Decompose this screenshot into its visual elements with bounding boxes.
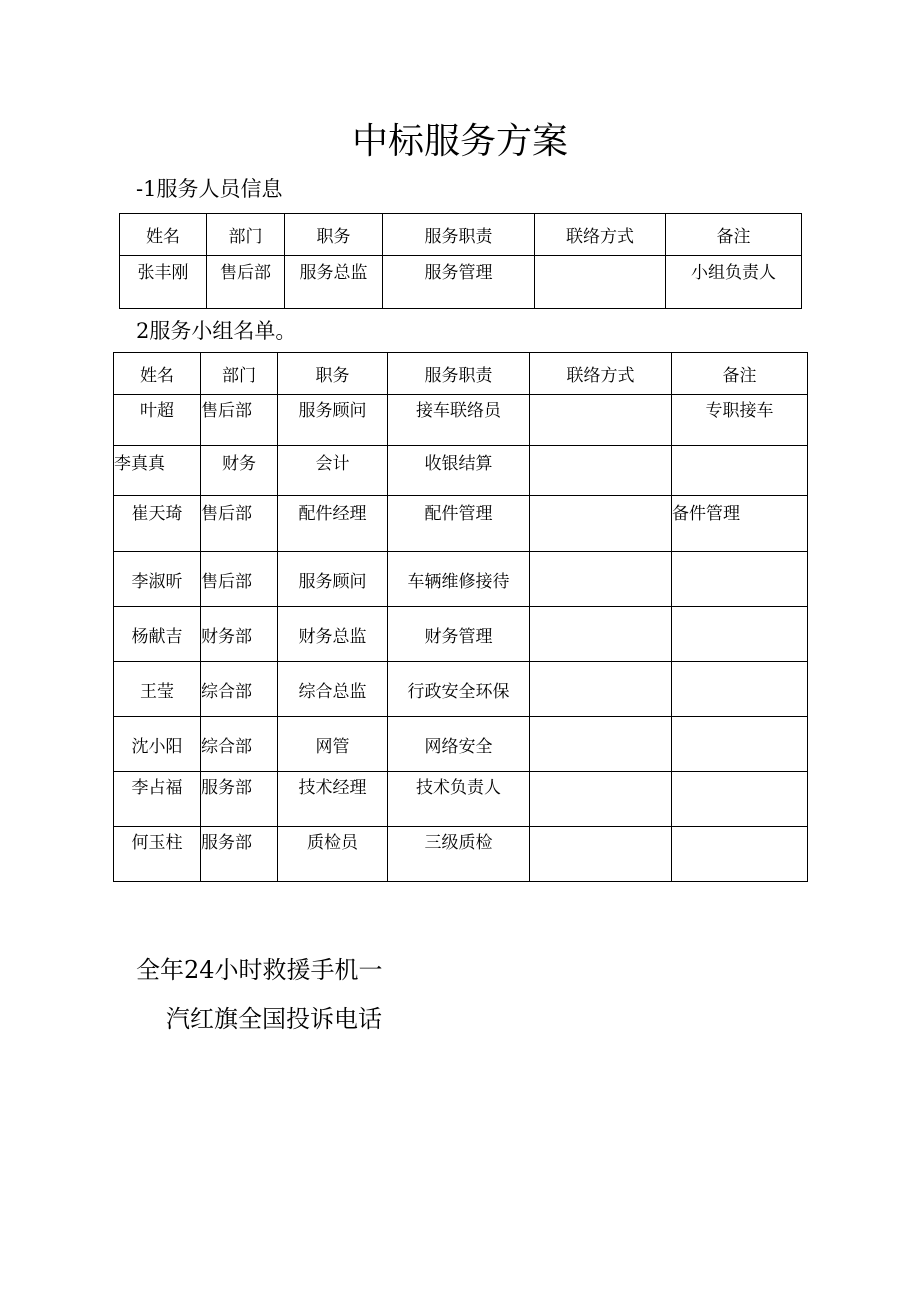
rescue-hotline-text: 全年24小时救援手机一 [136,956,383,984]
cell-position: 质检员 [278,827,388,882]
table-header-row [114,353,808,395]
cell-position: 会计 [278,446,388,496]
column-header-duty: 服务职责 [383,214,535,256]
cell-position: 服务顾问 [278,395,388,446]
cell-remarks [672,607,808,662]
document-title: 中标服务方案 [351,121,568,162]
cell-contact [530,772,672,827]
cell-duty: 收银结算 [388,446,530,496]
cell-name: 何玉柱 [114,827,201,882]
cell-contact [530,662,672,717]
cell-contact [530,496,672,552]
cell-position: 配件经理 [278,496,388,552]
table-header-row [120,214,802,256]
cell-name: 崔天琦 [114,496,201,552]
cell-department: 售后部 [201,496,278,552]
cell-contact [530,717,672,772]
cell-department: 综合部 [201,662,278,717]
cell-name: 叶超 [114,395,201,446]
cell-name: 李占福 [114,772,201,827]
cell-department: 综合部 [201,717,278,772]
table-row [114,607,808,662]
cell-name: 沈小阳 [114,717,201,772]
cell-department: 财务部 [201,607,278,662]
column-header-name: 姓名 [120,214,207,256]
table-row [114,717,808,772]
column-header-department: 部门 [207,214,285,256]
cell-position: 综合总监 [278,662,388,717]
cell-contact [530,552,672,607]
cell-department: 售后部 [201,395,278,446]
cell-name: 李淑昕 [114,552,201,607]
cell-position: 财务总监 [278,607,388,662]
column-header-remarks: 备注 [672,353,808,395]
cell-duty: 财务管理 [388,607,530,662]
table-row [114,827,808,882]
cell-remarks [672,662,808,717]
cell-contact [530,827,672,882]
table-row [114,446,808,496]
column-header-name: 姓名 [114,353,201,395]
cell-duty: 服务管理 [383,256,535,309]
cell-duty: 行政安全环保 [388,662,530,717]
column-header-department: 部门 [201,353,278,395]
cell-duty: 技术负责人 [388,772,530,827]
table-row [114,496,808,552]
table-row [114,662,808,717]
cell-name: 张丰刚 [120,256,207,309]
cell-contact [535,256,666,309]
table-row [120,256,802,309]
column-header-position: 职务 [285,214,383,256]
cell-remarks [672,446,808,496]
table-row [114,772,808,827]
cell-department: 售后部 [201,552,278,607]
column-header-position: 职务 [278,353,388,395]
cell-remarks: 专职接车 [672,395,808,446]
section-heading-staff-info: -1服务人员信息 [136,177,283,201]
cell-position: 网管 [278,717,388,772]
cell-duty: 车辆维修接待 [388,552,530,607]
section-heading-team-list: 2服务小组名单。 [136,319,297,343]
cell-remarks [672,827,808,882]
column-header-duty: 服务职责 [388,353,530,395]
cell-remarks [672,772,808,827]
cell-position: 技术经理 [278,772,388,827]
cell-department: 服务部 [201,772,278,827]
cell-remarks: 备件管理 [672,496,808,552]
cell-name: 杨献吉 [114,607,201,662]
cell-department: 服务部 [201,827,278,882]
cell-department: 财务 [201,446,278,496]
table-row [114,552,808,607]
cell-remarks [672,717,808,772]
table-row [114,395,808,446]
cell-department: 售后部 [207,256,285,309]
cell-remarks [672,552,808,607]
cell-contact [530,607,672,662]
cell-duty: 接车联络员 [388,395,530,446]
cell-name: 李真真 [114,446,201,496]
column-header-remarks: 备注 [666,214,802,256]
cell-position: 服务总监 [285,256,383,309]
service-team-table [113,352,808,882]
cell-contact [530,395,672,446]
column-header-contact: 联络方式 [535,214,666,256]
cell-duty: 三级质检 [388,827,530,882]
cell-duty: 网络安全 [388,717,530,772]
cell-contact [530,446,672,496]
column-header-contact: 联络方式 [530,353,672,395]
cell-duty: 配件管理 [388,496,530,552]
cell-position: 服务顾问 [278,552,388,607]
complaint-hotline-text: 汽红旗全国投诉电话 [166,1005,382,1033]
staff-info-table [119,213,802,309]
cell-remarks: 小组负责人 [666,256,802,309]
cell-name: 王莹 [114,662,201,717]
